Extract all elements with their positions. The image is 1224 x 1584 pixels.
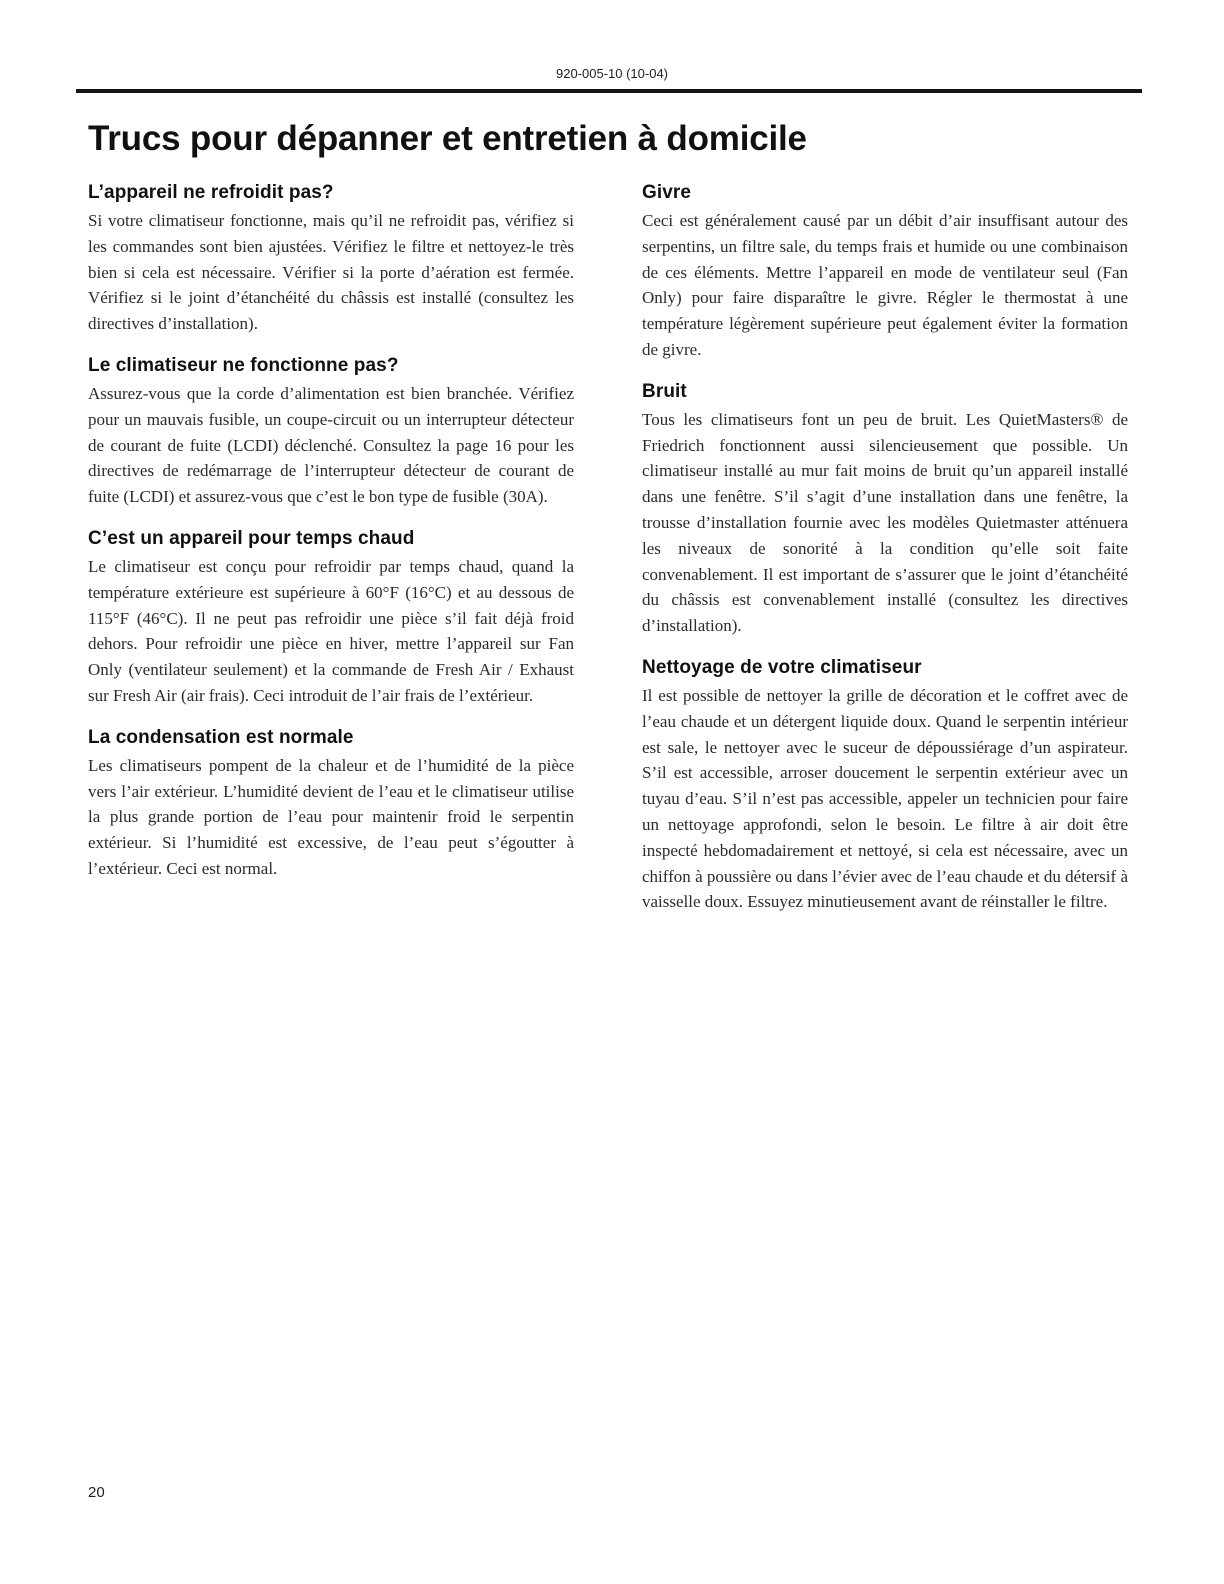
section-body: Tous les climatiseurs font un peu de bruit. Les QuietMasters® de Friedrich fonctionnent aussi silencieusement que possible. Un climatiseur installé au mur fait moins de bruit qu’un appareil installé dans une fenêtre. S’il s’agit d’une installation dans une fenêtre, la trousse d’installation fournie avec les modèles Quietmaster atténuera les niveaux de sonorité à la condition qu’elle soit faite convenablement. Il est important de s’assurer que le joint d’étanchéité du châssis est convenablement installé (consultez les directives d’installation). [642,409,1128,636]
section-body: Il est possible de nettoyer la grille de décoration et le coffret avec de l’eau chaude et un détergent liquide doux. Quand le serpentin intérieur est sale, le nettoyer avec le suceur de dépoussiérage d’un aspirateur. S’il est accessible, arroser doucement le serpentin extérieur avec un tuyau d’eau. S’il n’est pas accessible, appeler un technicien pour faire un nettoyage approfondi, selon le besoin. Le filtre à air doit être inspecté hebdomadairement et nettoyé, si cela est nécessaire, avec un chiffon à poussière ou dans l’évier avec de l’eau chaude et du détersif à vaisselle doux. Essuyez minutieusement avant de réinstaller le filtre. [642,685,1128,912]
left-column [88,182,574,900]
section-appareil-ne-refroidit-pas [88,182,574,337]
section-heading: Bruit [642,380,687,402]
section-climatiseur-ne-fonctionne-pas [88,355,574,510]
section-appareil-temps-chaud [88,528,574,709]
section-heading: Le climatiseur ne fonctionne pas? [88,354,399,376]
document-code: 920-005-10 (10-04) [555,66,669,81]
section-body: Le climatiseur est conçu pour refroidir par temps chaud, quand la température extérieure est supérieure à 60°F (16°C) et au dessous de 115°F (46°C). Il ne peut pas refroidir une pièce s’il fait déjà froid dehors. Pour refroidir une pièce en hiver, mettre l’appareil sur Fan Only (ventilateur seulement) et la commande de Fresh Air / Exhaust sur Fresh Air (air frais). Ceci introduit de l’air frais de l’extérieur. [88,556,574,705]
section-heading: C’est un appareil pour temps chaud [88,527,415,549]
section-condensation-normale [88,727,574,882]
page-title: Trucs pour dépanner et entretien à domicile [88,119,807,158]
section-body: Assurez-vous que la corde d’alimentation est bien branchée. Vérifiez pour un mauvais fusible, un coupe-circuit ou un interrupteur détecteur de courant de fuite (LCDI) déclenché. Consultez la page 16 pour les directives de redémarrage de l’interrupteur détecteur de courant de fuite (LCDI) et assurez-vous que c’est le bon type de fusible (30A). [88,383,574,507]
section-body: Si votre climatiseur fonctionne, mais qu’il ne refroidit pas, vérifiez si les commandes sont bien ajustées. Vérifiez le filtre et nettoyez-le très bien si cela est nécessaire. Vérifier si la porte d’aération est fermée. Vérifiez si le joint d’étanchéité du châssis est installé (consultez les directives d’installation). [88,211,574,334]
section-heading: Givre [642,182,692,203]
header-rule [76,89,1142,93]
section-bruit [642,381,1128,639]
right-column [642,182,1128,933]
section-nettoyage [642,657,1128,915]
section-heading: Nettoyage de votre climatiseur [642,656,922,678]
page-number: 20 [88,1484,105,1501]
section-body: Ceci est généralement causé par un débit d’air insuffisant autour des serpentins, un filtre sale, du temps frais et humide ou une combinaison de ces éléments. Mettre l’appareil en mode de ventilateur seul (Fan Only) pour faire disparaître le givre. Régler le thermostat à une température légèrement supérieure peut également éviter la formation de givre. [642,211,1128,359]
section-heading: L’appareil ne refroidit pas? [88,182,334,203]
section-givre [642,182,1128,363]
section-heading: La condensation est normale [88,726,354,748]
section-body: Les climatiseurs pompent de la chaleur et de l’humidité de la pièce vers l’air extérieur. L’humidité devient de l’eau et le climatiseur utilise la plus grande portion de l’eau pour maintenir froid le serpentin extérieur. Si l’humidité est excessive, de l’eau peut s’égoutter à l’extérieur. Ceci est normal. [88,755,574,878]
